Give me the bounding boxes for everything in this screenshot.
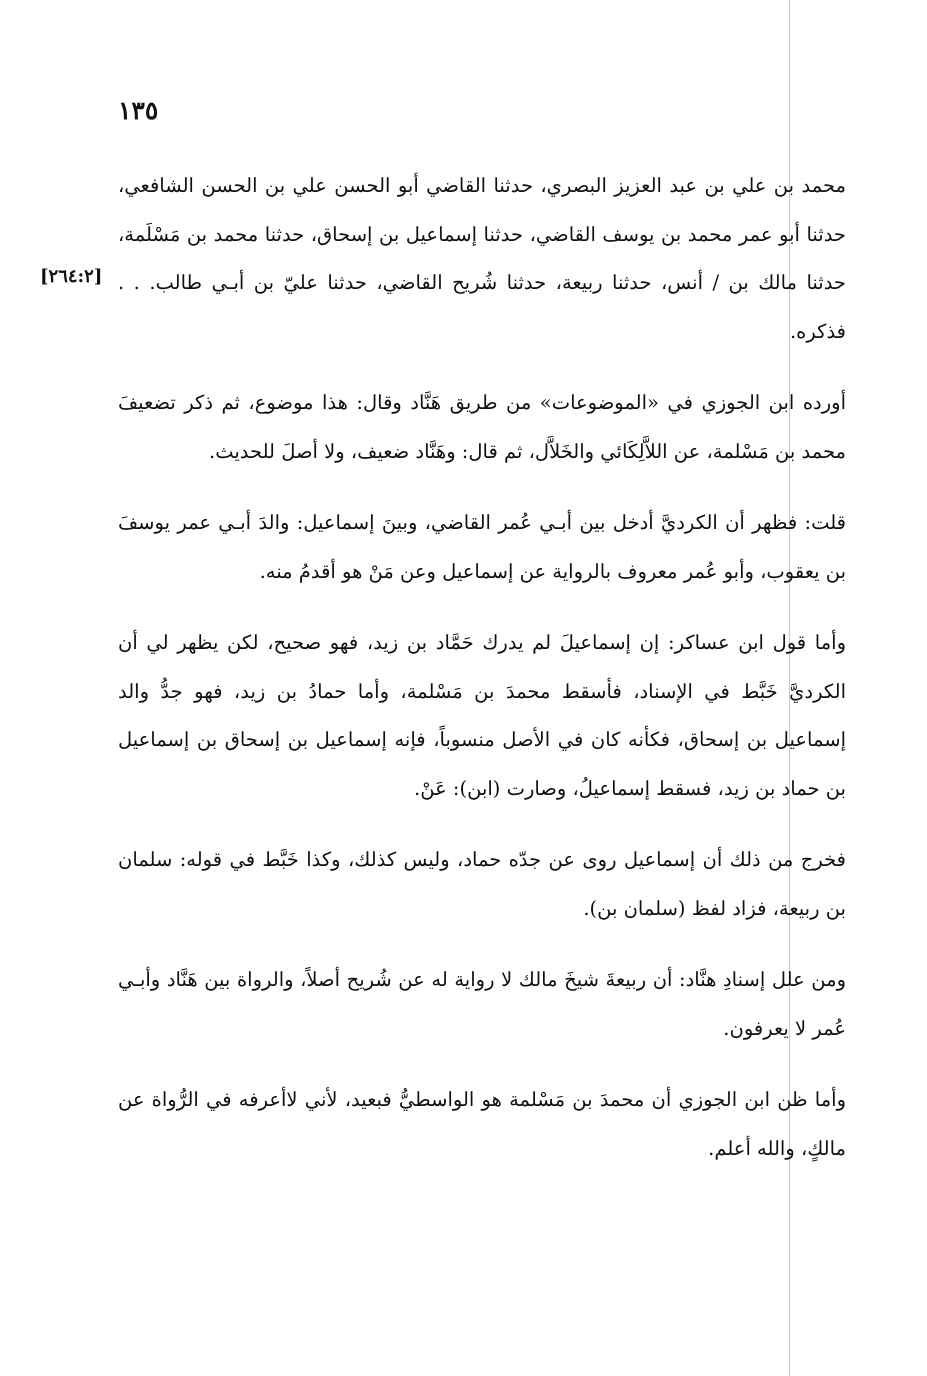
paragraph-author-comment: قلت: فظهر أن الكرديَّ أدخل بين أبـي عُمر القاضي، وبينَ إسماعيل: والدَ أبـي عمر يوسفَ بن يعقوب، وأبو عُمر معروف بالرواية عن إسماعيل وعن مَنْ هو أقدمُ منه. [118, 511, 846, 583]
paragraph-isnad-chain: محمد بن علي بن عبد العزيز البصري، حدثنا القاضي أبو الحسن علي بن الحسن الشافعي، حدثنا أبو عمر محمد بن يوسف القاضي، حدثنا إسماعيل بن إسحاق، حدثنا محمد بن مَسْلَمة، حدثنا مالك بن / أنس، حدثنا ربيعة، حدثنا شُريح القاضي، حدثنا عليّ بن أبـي طالب. . . فذكره. [118, 174, 846, 343]
page-number: ١٣٥ [118, 96, 159, 125]
paragraph-conclusion: فخرج من ذلك أن إسماعيل روى عن جدّه حماد، وليس كذلك، وكذا خَبَّط في قوله: سلمان بن ربيعة، فزاد لفظ (سلمان بن). [118, 848, 846, 920]
paragraph-ibn-al-jawzi: أورده ابن الجوزي في «الموضوعات» من طريق هَنَّاد وقال: هذا موضوع، ثم ذكر تضعيفَ محمد بن مَسْلمة، عن اللاَّلِكَائي والخَلاَّل، ثم قال: وهَنَّاد ضعيف، ولا أصلَ للحديث. [118, 391, 846, 463]
margin-volume-page-reference: [٢٦٤:٢] [40, 266, 103, 287]
paragraph-ibn-asakir: وأما قول ابن عساكر: إن إسماعيلَ لم يدرك حَمَّاد بن زيد، فهو صحيح، لكن يظهر لي أن الكرديَّ خَبَّط في الإسناد، فأسقط محمدَ بن مَسْلمة، وأما حمادُ بن زيد، فهو جدُّ والد إسماعيل بن إسحاق، فكأنه كان في الأصل منسوباً، فإنه إسماعيل بن إسحاق بن إسماعيل بن حماد بن زيد، فسقط إسماعيلُ، وصارت (ابن): عَنْ. [118, 631, 846, 800]
body-text [118, 162, 846, 1173]
paragraph-final-remark: وأما ظن ابن الجوزي أن محمدَ بن مَسْلمة هو الواسطيُّ فبعيد، لأني لاأعرفه في الرُّواة عن مالكٍ، والله أعلم. [118, 1088, 846, 1160]
paragraph-isnad-defects: ومن علل إسنادِ هنَّاد: أن ربيعةَ شيخَ مالك لا رواية له عن شُريح أصلاً، والرواة بين هَنَّاد وأبـي عُمر لا يعرفون. [118, 968, 846, 1040]
